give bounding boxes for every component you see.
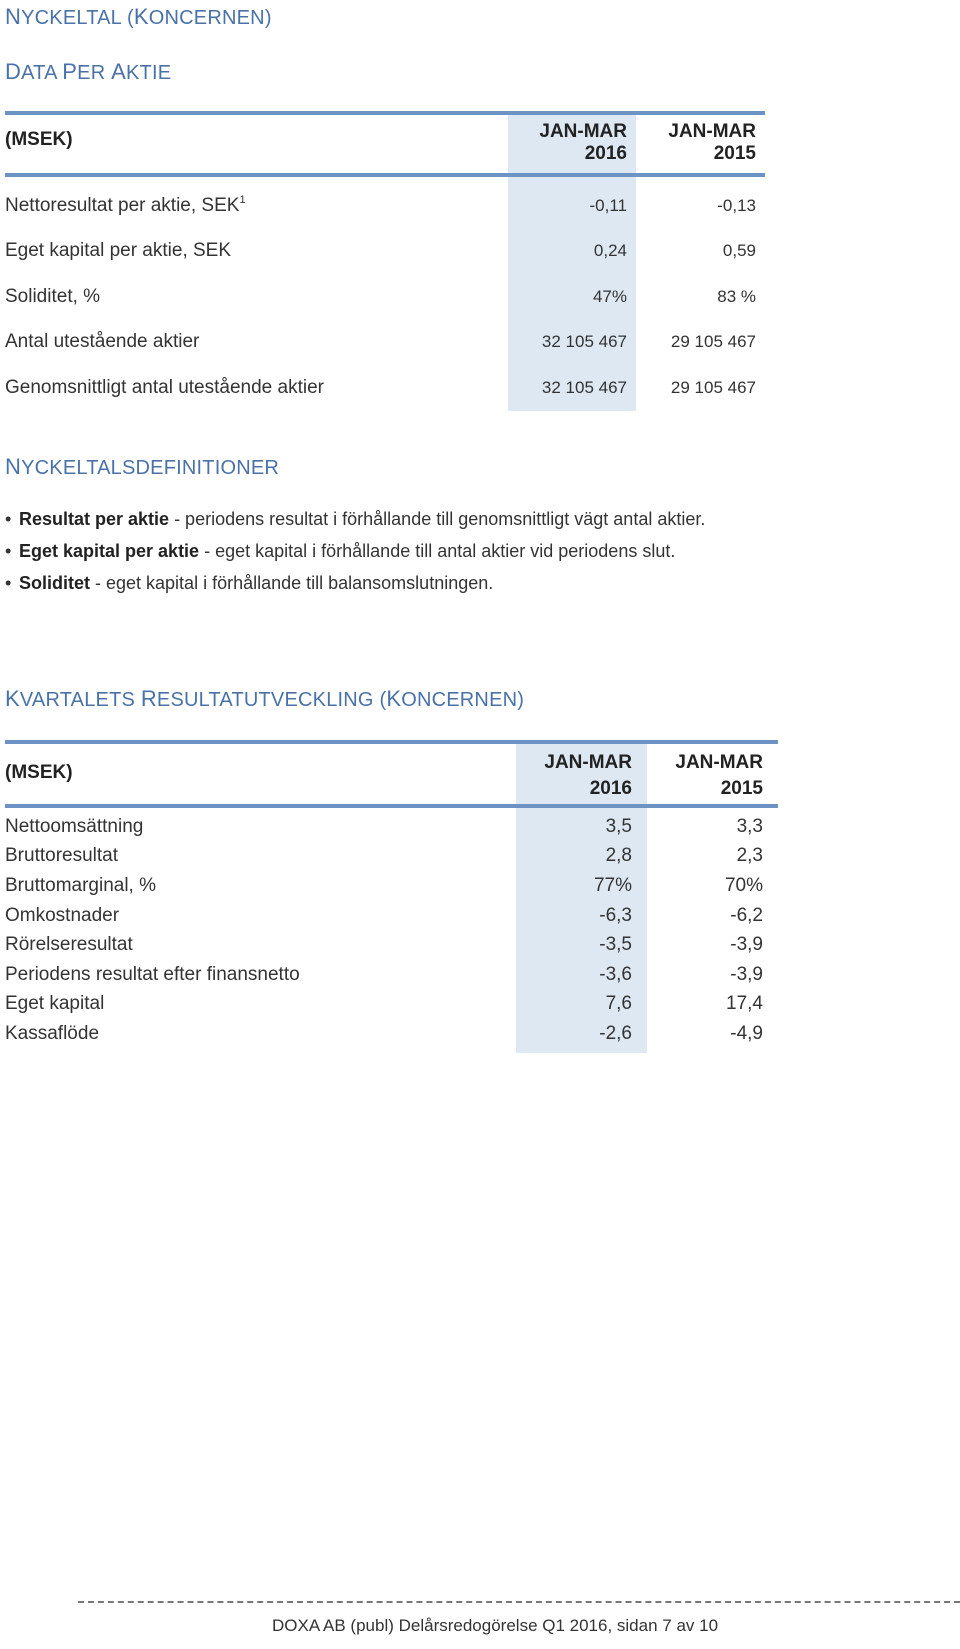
table-header-row xyxy=(5,742,778,806)
definition-text: - eget kapital i förhållande till antal aktier vid periodens slut. xyxy=(199,541,676,561)
row-label: Bruttomarginal, % xyxy=(5,874,157,896)
value-2015: 3,3 xyxy=(736,815,763,837)
value-2015: -0,13 xyxy=(717,195,756,215)
table-row xyxy=(5,806,778,842)
table-row xyxy=(5,901,778,931)
row-label: Genomsnittligt antal utestående aktier xyxy=(5,376,324,398)
value-2015: -3,9 xyxy=(730,963,763,985)
table-row xyxy=(5,1019,778,1053)
table-row xyxy=(5,960,778,990)
value-2016: 77% xyxy=(516,871,647,901)
value-2016: -3,5 xyxy=(516,930,647,960)
table-row xyxy=(5,365,765,411)
list-item xyxy=(5,503,705,535)
definition-text: - eget kapital i förhållande till balansomslutningen. xyxy=(90,573,494,593)
value-2016: -0,11 xyxy=(508,175,636,229)
column-header-2015: JAN-MAR 2015 xyxy=(647,742,778,806)
table-row xyxy=(5,871,778,901)
table-row xyxy=(5,990,778,1020)
heading-nyckeltalsdefinitioner: NYCKELTALSDEFINITIONER xyxy=(5,454,280,479)
column-header-2016: JAN-MAR 2016 xyxy=(516,742,647,806)
footer-divider xyxy=(78,1601,960,1603)
row-label: Nettoresultat per aktie, SEK$^1$ xyxy=(5,194,246,217)
heading-data-per-aktie: DATA PER AKTIE xyxy=(5,59,172,84)
column-header-2015: JAN-MAR 2015 xyxy=(636,113,765,175)
value-2015: 83 % xyxy=(717,286,756,306)
value-2016: 0,24 xyxy=(508,229,636,275)
heading-kvartalets-resultatutveckling: KVARTALETS RESULTATUTVECKLING (KONCERNEN) xyxy=(5,686,525,711)
table-row xyxy=(5,930,778,960)
table-row xyxy=(5,842,778,872)
bullet-icon: • xyxy=(5,509,12,529)
bullet-icon: • xyxy=(5,573,12,593)
list-item xyxy=(5,567,705,599)
row-label: Periodens resultat efter finansnetto xyxy=(5,963,300,985)
row-label: Eget kapital per aktie, SEK xyxy=(5,240,232,262)
footnote-marker: 1 xyxy=(239,194,246,207)
table-row xyxy=(5,229,765,275)
row-label: Omkostnader xyxy=(5,904,120,926)
value-2015: 2,3 xyxy=(736,845,763,867)
definition-term: Soliditet xyxy=(19,573,90,593)
definition-term: Resultat per aktie xyxy=(19,509,170,529)
value-2016: -2,6 xyxy=(516,1019,647,1053)
bullet-icon: • xyxy=(5,541,12,561)
row-label: Antal utestående aktier xyxy=(5,331,200,353)
definition-text: - periodens resultat i förhållande till genomsnittligt vägt antal aktier. xyxy=(169,509,706,529)
kvartalets-resultat-table xyxy=(5,740,778,1053)
row-label: Rörelseresultat xyxy=(5,934,133,956)
table-row xyxy=(5,320,765,366)
table-header-row xyxy=(5,113,765,175)
value-2016: 3,5 xyxy=(516,806,647,842)
value-2015: 29 105 467 xyxy=(670,332,756,352)
value-2015: -3,9 xyxy=(730,934,763,956)
definition-term: Eget kapital per aktie xyxy=(19,541,200,561)
heading-nyckeltal: NYCKELTAL (KONCERNEN) xyxy=(5,4,272,29)
row-label: Bruttoresultat xyxy=(5,845,118,867)
value-2016: 32 105 467 xyxy=(508,320,636,366)
value-2016: -3,6 xyxy=(516,960,647,990)
value-2016: 47% xyxy=(508,274,636,320)
definitions-list xyxy=(5,503,705,599)
value-2015: 17,4 xyxy=(726,993,763,1015)
value-2016: 2,8 xyxy=(516,842,647,872)
data-per-aktie-table xyxy=(5,111,765,411)
value-2015: -4,9 xyxy=(730,1022,763,1044)
page-footer: DOXA AB (publ) Delårsredogörelse Q1 2016, sidan 7 av 10 xyxy=(272,1616,719,1635)
value-2015: 0,59 xyxy=(722,241,756,261)
value-2015: 29 105 467 xyxy=(670,377,756,397)
row-label: Kassaflöde xyxy=(5,1022,100,1044)
row-label: Eget kapital xyxy=(5,993,105,1015)
value-2016: -6,3 xyxy=(516,901,647,931)
column-header-2016: JAN-MAR 2016 xyxy=(508,113,636,175)
column-header-label: (MSEK) xyxy=(5,742,516,806)
value-2016: 32 105 467 xyxy=(508,365,636,411)
value-2015: -6,2 xyxy=(730,904,763,926)
table-row xyxy=(5,274,765,320)
row-label: Nettoomsättning xyxy=(5,815,144,837)
column-header-label: (MSEK) xyxy=(5,113,508,175)
value-2016: 7,6 xyxy=(516,990,647,1020)
value-2015: 70% xyxy=(724,874,763,896)
table-row xyxy=(5,175,765,229)
list-item xyxy=(5,535,705,567)
row-label: Soliditet, % xyxy=(5,285,101,307)
